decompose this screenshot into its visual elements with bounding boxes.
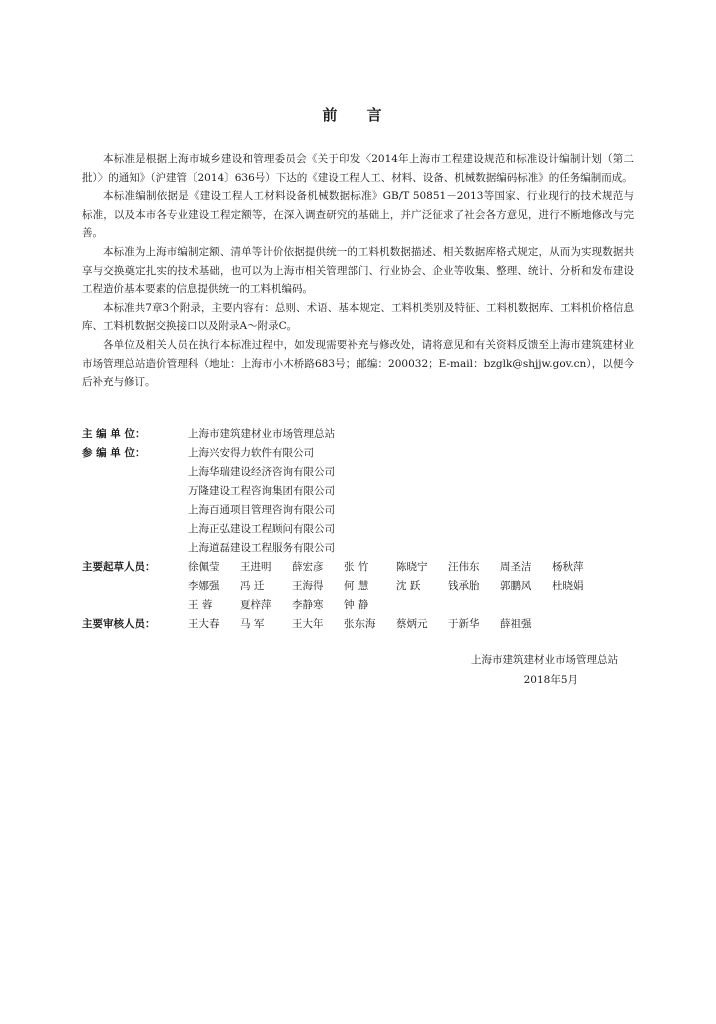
paragraph: 本标准编制依据是《建设工程人工材料设备机械数据标准》GB/T 50851－2013等国家、行业现行的技术规范与标准，以及本市各专业建设工程定额等，在深入调查研究的基础上，并广泛征求了社会各方意见，进行不断地修改与完善。 (82, 190, 634, 240)
drafter-name: 夏梓萍 (240, 599, 272, 611)
drafter-name: 陈晓宁 (396, 561, 428, 573)
chief-unit-name: 上海市建筑建材业市场管理总站 (188, 428, 335, 440)
page-title: 前 言 (322, 106, 394, 124)
drafter-name: 王进明 (240, 561, 272, 573)
paragraph: 各单位及相关人员在执行本标准过程中，如发现需要补充与修改处，请将意见和有关资料反馈至上海市建筑建材业市场管理总站造价管理科（地址：上海市小木桥路683号；邮编：200032；E-mail：bzglk@shjjw.gov.cn），以便今后补充与修订。 (82, 338, 634, 389)
drafter-name: 杜晓娟 (552, 580, 584, 592)
paragraph: 本标准是根据上海市城乡建设和管理委员会《关于印发〈2014年上海市工程建设规范和标准设计编制计划（第二批）〉的通知》（沪建管〔2014〕636号）下达的《建设工程人工、材料、设备、机械数据编码标准》的任务编制而成。 (82, 153, 634, 184)
drafters-row (82, 558, 642, 615)
drafter-name: 汪伟东 (448, 561, 480, 573)
reviewers-row (82, 615, 642, 634)
drafter-name: 沈 跃 (396, 580, 421, 592)
participating-unit: 上海正弘建设工程顾问有限公司 (188, 523, 335, 535)
drafter-name: 王海得 (292, 580, 324, 592)
reviewers-label: 主要审核人员： (82, 618, 156, 630)
reviewer-name: 王大春 (188, 618, 220, 630)
drafters-label: 主要起草人员： (82, 561, 156, 573)
reviewer-name: 马 军 (240, 618, 265, 630)
paragraph: 本标准为上海市编制定额、清单等计价依据提供统一的工料机数据描述、相关数据库格式规定，从而为实现数据共享与交换奠定扎实的技术基础，也可以为上海市相关管理部门、行业协会、企业等收集、整理、统计、分析和发布建设工程造价基本要素的信息提供统一的工料机编码。 (82, 245, 634, 296)
drafter-name: 钱承胎 (448, 580, 480, 592)
drafter-name: 薛宏彦 (292, 561, 324, 573)
preface-body (82, 150, 634, 392)
reviewer-name: 薛祖强 (500, 618, 532, 630)
reviewer-name: 张东海 (344, 618, 376, 630)
reviewer-name: 王大年 (292, 618, 324, 630)
participating-units-row (82, 444, 642, 558)
participating-units-list (188, 444, 642, 558)
drafter-name: 杨秋萍 (552, 561, 584, 573)
participating-unit: 上海百通项目管理咨询有限公司 (188, 504, 335, 516)
participating-unit: 上海华瑞建设经济咨询有限公司 (188, 466, 335, 478)
reviewers-list (188, 615, 642, 634)
credits-block (82, 425, 642, 634)
participating-units-label: 参 编 单 位： (82, 447, 146, 459)
signature-org: 上海市建筑建材业市场管理总站 (471, 654, 618, 666)
drafter-name: 李娜强 (188, 580, 220, 592)
drafter-name: 冯 迁 (240, 580, 265, 592)
drafter-name: 李静寒 (292, 599, 324, 611)
drafter-name: 何 慧 (344, 580, 369, 592)
paragraph: 本标准共7章3个附录，主要内容有：总则、术语、基本规定、工料机类别及特征、工料机数据库、工料机价格信息库、工料机数据交换接口以及附录A～附录C。 (82, 301, 634, 333)
drafter-name: 钟 静 (344, 599, 369, 611)
participating-unit: 万隆建设工程咨询集团有限公司 (188, 485, 335, 497)
drafter-name: 张 竹 (344, 561, 369, 573)
chief-unit-label: 主 编 单 位： (82, 428, 146, 440)
signature-block (471, 650, 618, 690)
drafter-name: 郭鹏风 (500, 580, 532, 592)
participating-unit: 上海兴安得力软件有限公司 (188, 447, 314, 459)
reviewer-name: 蔡炳元 (396, 618, 428, 630)
drafter-name: 周圣洁 (500, 561, 532, 573)
drafter-name: 徐佩莹 (188, 561, 220, 573)
reviewer-name: 于新华 (448, 618, 480, 630)
participating-unit: 上海道磊建设工程服务有限公司 (188, 542, 335, 554)
chief-unit-row (82, 425, 642, 444)
drafter-name: 王 蓉 (188, 599, 213, 611)
drafters-list (188, 558, 642, 615)
signature-date: 2018年5月 (523, 674, 578, 686)
